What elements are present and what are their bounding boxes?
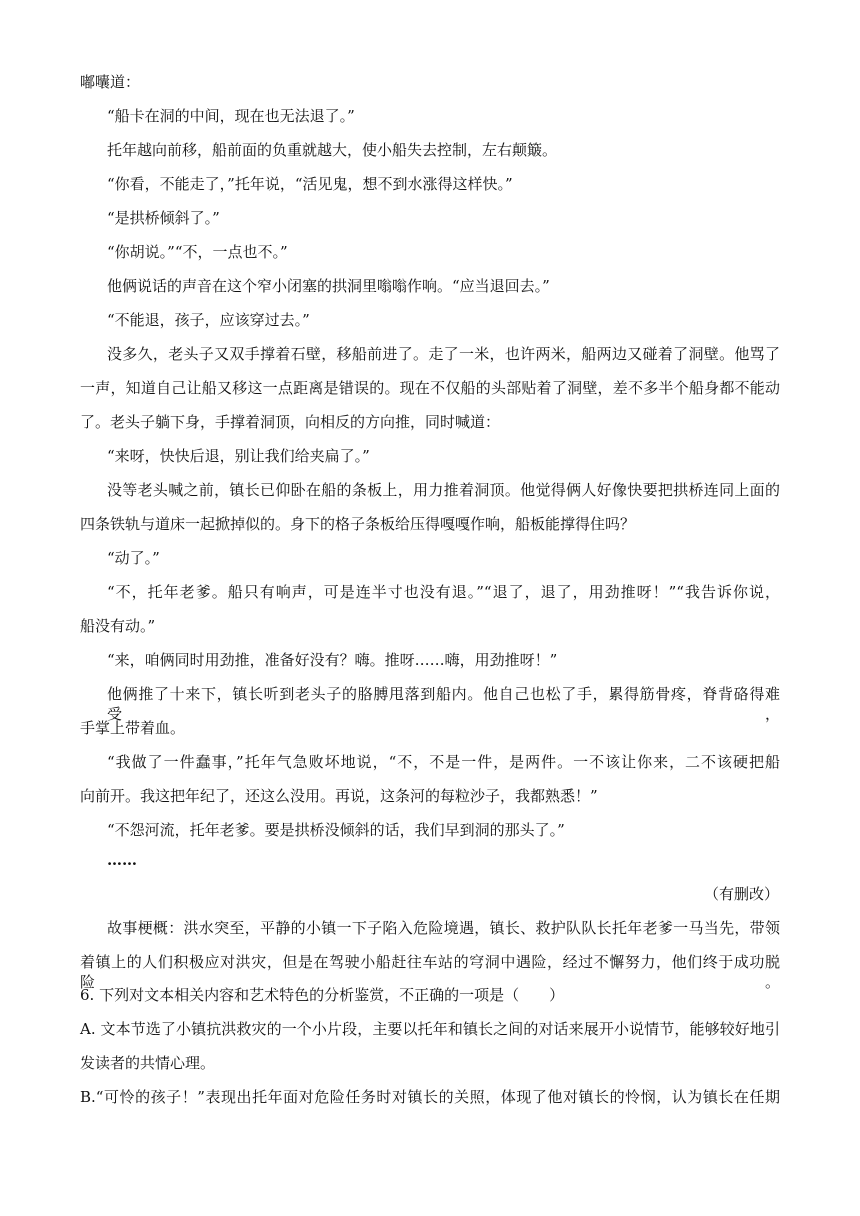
text-line: “船卡在洞的中间，现在也无法退了。” bbox=[107, 107, 355, 125]
ellipsis-line: …… bbox=[107, 851, 137, 869]
text-line: 没多久，老头子又双手撑着石壁，移船前进了。走了一米，也许两米，船两边又碰着了洞壁。他骂了 bbox=[107, 345, 780, 363]
text-line: “你胡说。”“不，一点也不。” bbox=[107, 243, 288, 261]
text-line: “不，托年老爹。船只有响声，可是连半寸也没有退。”“退了，退了，用劲推呀！”“我告诉你说， bbox=[107, 583, 780, 601]
text-line: 四条铁轨与道床一起掀掉似的。身下的格子条板给压得嘎嘎作响，船板能撑得住吗？ bbox=[80, 515, 636, 533]
text-line: “不能退，孩子，应该穿过去。” bbox=[107, 311, 310, 329]
text-line: “来，咱俩同时用劲推，准备好没有？嗨。推呀……嗨，用劲推呀！” bbox=[107, 651, 558, 669]
text-line: “是拱桥倾斜了。” bbox=[107, 209, 220, 227]
text-line: 手掌上带着血。 bbox=[80, 719, 186, 737]
option-a-line: A. 文本节选了小镇抗洪救灾的一个小片段，主要以托年和镇长之间的对话来展开小说情节，能够较好地引 bbox=[80, 1020, 780, 1038]
text-line: 没等老头喊之前，镇长已仰卧在船的条板上，用力推着洞顶。他觉得俩人好像快要把拱桥连同上面的 bbox=[107, 481, 780, 499]
text-line: 托年越向前移，船前面的负重就越大，使小船失去控制，左右颠簸。 bbox=[107, 141, 558, 159]
text-line: “来呀，快快后退，别让我们给夹扁了。” bbox=[107, 447, 370, 465]
option-b-line: B.“可怜的孩子！”表现出托年面对危险任务时对镇长的关照，体现了他对镇长的怜悯，认为镇长在任期 bbox=[80, 1088, 780, 1106]
question-stem: 6. 下列对文本相关内容和艺术特色的分析鉴赏，不正确的一项是（ ） bbox=[80, 986, 565, 1004]
text-line: “动了。” bbox=[107, 549, 160, 567]
text-line: 一声，知道自己让船又移这一点距离是错误的。现在不仅船的头部贴着了洞壁，差不多半个船身都不能动 bbox=[80, 379, 780, 397]
text-line: 向前开。我这把年纪了，还这么没用。再说，这条河的每粒沙子，我都熟悉！” bbox=[80, 787, 598, 805]
text-line: “不怨河流，托年老爹。要是拱桥没倾斜的话，我们早到洞的那头了。” bbox=[107, 821, 565, 839]
text-line: “你看，不能走了，”托年说，“活见鬼，想不到水涨得这样快。” bbox=[107, 175, 513, 193]
option-a-line: 发读者的共情心理。 bbox=[80, 1054, 216, 1072]
text-line: 船没有动。” bbox=[80, 617, 156, 635]
source-note: （有删改） bbox=[703, 885, 779, 903]
text-line: 了。老头子躺下身，手撑着洞顶，向相反的方向推，同时喊道： bbox=[80, 413, 501, 431]
text-line: 他俩说话的声音在这个窄小闭塞的拱洞里嗡嗡作响。“应当退回去。” bbox=[107, 277, 550, 295]
text-line: “我做了一件蠢事，”托年气急败坏地说，“不，不是一件，是两件。一不该让你来，二不该硬把船 bbox=[107, 753, 780, 771]
text-line: 着镇上的人们积极应对洪灾，但是在驾驶小船赶往车站的穹洞中遇险，经过不懈努力，他们终于成功脱险。 bbox=[80, 953, 780, 991]
text-line: 嘟囔道： bbox=[80, 73, 141, 91]
text-line: 他俩推了十来下，镇长听到老头子的胳膊甩落到船内。他自己也松了手，累得筋骨疼，脊背硌得难受， bbox=[107, 685, 780, 723]
text-line: 故事梗概：洪水突至，平静的小镇一下子陷入危险境遇，镇长、救护队队长托年老爹一马当先，带领 bbox=[107, 919, 780, 937]
